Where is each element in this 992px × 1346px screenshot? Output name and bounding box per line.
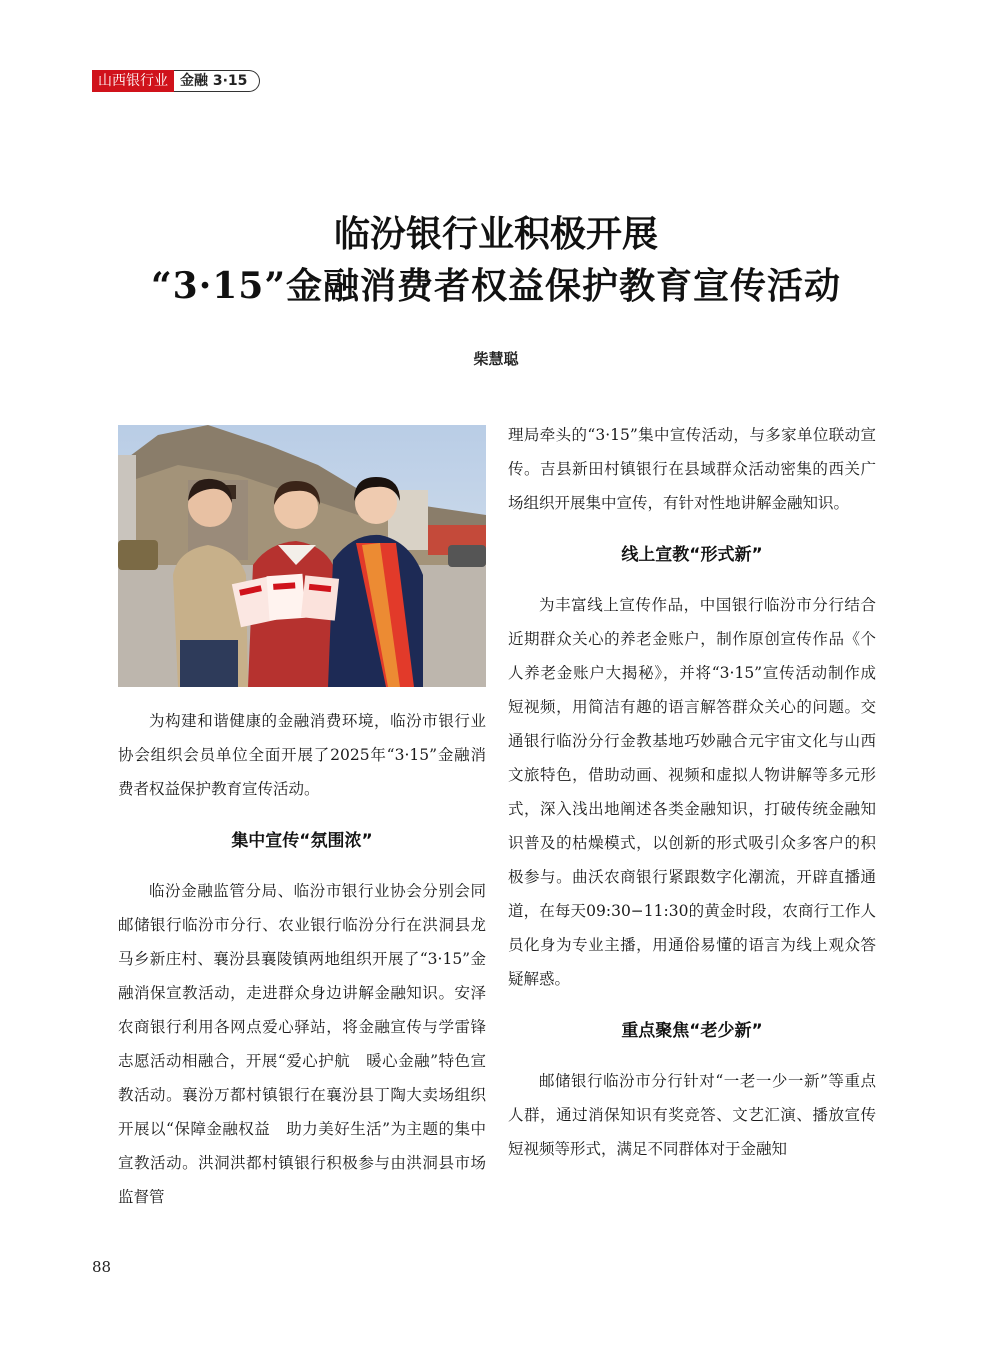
- article-title: [0, 208, 992, 312]
- topic-label: 金融 3·15: [174, 70, 260, 92]
- paragraph-1: 临汾金融监管分局、临汾市银行业协会分别会同邮储银行临汾市分行、农业银行临汾分行在洪洞县龙马乡新庄村、襄汾县襄陵镇两地组织开展了“3·15”金融消保宣教活动，走进群众身边讲解金融知识。安泽农商银行利用各网点爱心驿站，将金融宣传与学雷锋志愿活动相融合，开展“爱心护航 暖心金融”特色宣教活动。襄汾万都村镇银行在襄汾县丁陶大卖场组织开展以“保障金融权益 助力美好生活”为主题的集中宣教活动。洪洞洪都村镇银行积极参与由洪洞县市场监督管: [118, 882, 486, 1206]
- column-right: [508, 418, 876, 1166]
- section-label: 山西银行业: [92, 70, 174, 92]
- photo-people-icon: [118, 425, 486, 687]
- column-left: [118, 704, 486, 1214]
- section-heading-2: 线上宣教“形式新”: [621, 545, 763, 565]
- title-line-1: 临汾银行业积极开展: [333, 213, 658, 255]
- intro-paragraph: 为构建和谐健康的金融消费环境，临汾市银行业协会组织会员单位全面开展了2025年“3·15”金融消费者权益保护教育宣传活动。: [118, 712, 486, 798]
- title-line-2: “3·15”金融消费者权益保护教育宣传活动: [150, 265, 842, 307]
- paragraph-3: 邮储银行临汾市分行针对“一老一少一新”等重点人群，通过消保知识有奖竞答、文艺汇演、播放宣传短视频等形式，满足不同群体对于金融知: [508, 1072, 876, 1158]
- paragraph-2: 为丰富线上宣传作品，中国银行临汾市分行结合近期群众关心的养老金账户，制作原创宣传作品《个人养老金账户大揭秘》，并将“3·15”宣传活动制作成短视频，用简洁有趣的语言解答群众关心的问题。交通银行临汾分行金教基地巧妙融合元宇宙文化与山西文旅特色，借助动画、视频和虚拟人物讲解等多元形式，深入浅出地阐述各类金融知识，打破传统金融知识普及的枯燥模式，以创新的形式吸引众多客户的积极参与。曲沃农商银行紧跟数字化潮流，开辟直播通道，在每天09:30−11:30的黄金时段，农商行工作人员化身为专业主播，用通俗易懂的语言为线上观众答疑解惑。: [508, 596, 876, 988]
- page-number: 88: [92, 1258, 112, 1276]
- section-heading-3: 重点聚焦“老少新”: [621, 1021, 763, 1041]
- section-heading-1: 集中宣传“氛围浓”: [231, 831, 373, 851]
- section-tag: [92, 68, 260, 94]
- author: 柴慧聪: [473, 350, 519, 368]
- article-photo: [118, 425, 486, 687]
- paragraph-1-continued: 理局牵头的“3·15”集中宣传活动，与多家单位联动宣传。吉县新田村镇银行在县域群众活动密集的西关广场组织开展集中宣传，有针对性地讲解金融知识。: [508, 426, 876, 512]
